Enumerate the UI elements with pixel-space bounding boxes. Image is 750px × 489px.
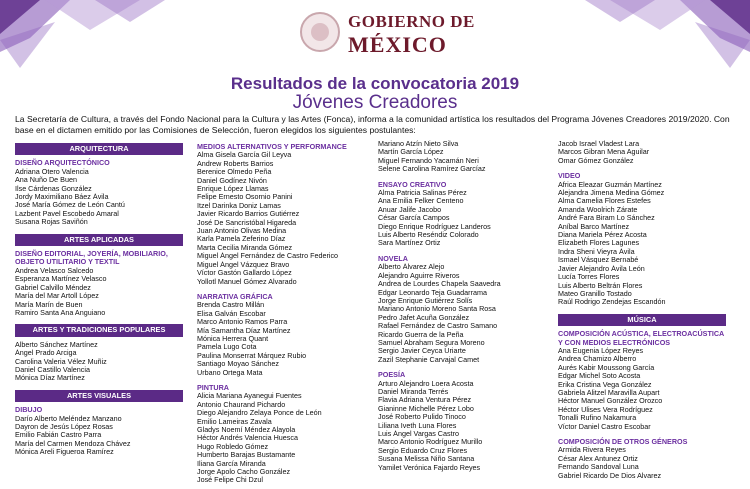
winner-name: Erika Cristina Vega González xyxy=(558,380,652,389)
winner-name: Alicia Mariana Ayanegui Fuentes xyxy=(197,392,302,401)
winner-name: Zazil Stephanie Carvajal Camet xyxy=(378,355,480,364)
winner-name: Carolina Valeria Vélez Muñiz xyxy=(15,357,107,366)
winner-name: Javier Alejandro Ávila León xyxy=(558,264,645,273)
winner-name: Andrea de Lourdes Chapela Saavedra xyxy=(378,280,501,289)
winner-name: Sergio Javier Ceyca Uriarte xyxy=(378,347,466,356)
winner-name: Humberto Barajas Bustamante xyxy=(197,451,296,460)
winner-name: Pamela Lugo Cota xyxy=(197,343,257,352)
winner-name: José De Sancristóbal Higareda xyxy=(197,218,297,227)
winner-name: Itzel Darinka Doniz Lamas xyxy=(197,201,281,210)
winner-name: Aurés Kabir Moussong García xyxy=(558,363,655,372)
winner-name: Africa Eleazar Guzmán Martínez xyxy=(558,180,662,189)
winner-name: José Roberto Pulido Tinoco xyxy=(378,413,466,422)
winner-name: Gianinne Michelle Pérez Lobo xyxy=(378,404,474,413)
winner-name: Jorge Enrique Gutiérrez Solís xyxy=(378,296,473,305)
winner-name: Flavia Adriana Ventura Pérez xyxy=(378,396,472,405)
winner-name: Mónica Herrera Quant xyxy=(197,334,269,343)
subcategory-heading: COMPOSICIÓN ACÚSTICA, ELECTROACÚSTICA Y CON MEDIOS ELECTRÓNICOS xyxy=(558,329,724,347)
subcategory-heading: ENSAYO CREATIVO xyxy=(378,179,447,189)
winner-name: María Marín de Buen xyxy=(15,300,83,309)
winner-name: Enrique López Llamas xyxy=(197,185,269,194)
winner-name: Mariano Antonio Moreno Santa Rosa xyxy=(378,305,496,314)
winner-name: Brenda Castro Millán xyxy=(197,301,265,310)
winner-name: Tonalli Rufino Nakamura xyxy=(558,414,637,423)
winner-name: Marco Antonio Rodríguez Murillo xyxy=(378,438,483,447)
winner-name: Ricardo Guerra de la Peña xyxy=(378,330,464,339)
winner-name: Marco Antonio Ramos Parra xyxy=(197,318,288,327)
winner-name: Andrew Roberts Barrios xyxy=(197,159,274,168)
winner-name: Jorge Apolo Cacho González xyxy=(197,468,291,477)
winner-name: María del Mar Artoll López xyxy=(15,292,99,301)
logo-line1: GOBIERNO DE xyxy=(348,12,475,31)
subcategory-heading: MEDIOS ALTERNATIVOS Y PERFORMANCE xyxy=(197,142,347,151)
subcategory-heading: DISEÑO EDITORIAL, JOYERÍA, MOBILIARIO, OBJETO UTILITARIO Y TEXTIL xyxy=(15,249,168,267)
winner-name: Alma Patricia Salinas Pérez xyxy=(378,189,467,198)
winner-name: Selene Carolina Ramírez Garcíaz xyxy=(378,165,486,174)
winner-name: Arturo Alejandro Loera Acosta xyxy=(378,379,474,388)
winner-name: Elisa Galván Escobar xyxy=(197,309,266,318)
winner-name: Alberto Álvarez Alejo xyxy=(378,263,445,272)
winner-name: Diana Mariela Pérez Acosta xyxy=(558,231,647,240)
winner-name: Luis Alberto Beltrán Flores xyxy=(558,281,643,290)
winner-name: Ana Emilia Felker Centeno xyxy=(378,197,464,206)
winner-name: André Fara Biram Lo Sánchez xyxy=(558,214,655,223)
winner-name: Gabriel Ricardo De Dios Alvarez xyxy=(558,471,662,480)
winner-name: Ángel Prado Arciga xyxy=(15,349,77,358)
winner-name: Marta Cecilia Miranda Gómez xyxy=(197,243,293,252)
winner-name: Alma Gisela García Gil Leyva xyxy=(197,151,292,160)
winner-name: Miguel Fernando Yacamán Neri xyxy=(378,156,479,165)
winner-name: Luis Ángel Vargas Castro xyxy=(378,430,459,438)
winner-name: Alejandra Jimena Medina Gómez xyxy=(558,189,665,198)
winner-name: Alejandro Aguirre Riveros xyxy=(378,271,460,280)
category-bar: ARTES Y TRADICIONES POPULARES xyxy=(15,324,183,336)
winner-name: Javier Ricardo Barrios Gutiérrez xyxy=(197,210,300,219)
winner-name: Gladys Noemí Méndez Alayola xyxy=(197,426,296,434)
subcategory-heading: DISEÑO ARQUITECTÓNICO xyxy=(15,158,110,168)
winner-name: Sara Martínez Ortiz xyxy=(378,239,441,248)
winner-name: Lazbent Pavel Escobedo Amaral xyxy=(15,209,119,218)
winner-name: Miguel Ángel Vázquez Bravo xyxy=(197,260,290,269)
winner-name: Anuar Jalife Jacobo xyxy=(378,205,442,214)
winner-name: César García Campos xyxy=(378,214,450,223)
winner-name: Susana Melissa Niño Santana xyxy=(378,455,475,464)
gobierno-de-mexico-logo xyxy=(300,10,475,58)
winner-name: Liliana Iveth Luna Flores xyxy=(378,421,457,430)
winner-name: Alma Camelia Flores Estefes xyxy=(558,197,651,206)
winner-name: Amanda Woolrich Zárate xyxy=(558,205,638,214)
winner-name: Mía Samantha Díaz Martínez xyxy=(197,326,291,335)
winner-name: Marcos Gibran Mena Aguilar xyxy=(558,148,650,157)
winner-name: Miguel Ángel Fernández de Castro Federico xyxy=(197,252,339,261)
winner-name: Mónica Díaz Martínez xyxy=(15,374,85,383)
winner-name: Raúl Rodrigo Zendejas Escandón xyxy=(558,298,666,307)
winner-name: José María Gómez de León Cantú xyxy=(15,201,125,210)
logo-line2: MÉXICO xyxy=(348,32,447,57)
category-bar: MÚSICA xyxy=(558,314,726,326)
category-bar: ARTES APLICADAS xyxy=(15,234,183,246)
page-subtitle: Jóvenes Creadores xyxy=(292,92,458,113)
winner-name: Omar Gómez González xyxy=(558,156,634,165)
winner-name: Antonio Chaurand Pichardo xyxy=(197,400,286,409)
winner-name: Alberto Sánchez Martínez xyxy=(15,340,98,349)
winner-name: Martín García López xyxy=(378,148,444,157)
winner-name: Edgar Leonardo Teja Guadarrama xyxy=(378,288,487,297)
winner-name: Ilse Cárdenas González xyxy=(15,184,92,193)
winner-name: Mariano Atzín Nieto Silva xyxy=(378,140,459,148)
results-column-1 xyxy=(15,140,183,461)
winner-name: Luis Alberto Reséndiz Colorado xyxy=(378,231,479,240)
winner-name: Andrea Chamizo Alberro xyxy=(558,355,637,364)
winner-name: Juan Antonio Olivas Medina xyxy=(197,227,287,236)
winner-name: Mónica Areli Figueroa Ramírez xyxy=(15,448,114,457)
winner-name: Ana Nuño De Buen xyxy=(15,176,77,185)
winner-name: Gabriela Alitzel Maravilla Aupart xyxy=(558,388,660,397)
winner-name: Yamilet Verónica Fajardo Reyes xyxy=(378,463,481,472)
winner-name: Santiago Moyao Sánchez xyxy=(197,360,279,369)
winner-name: Diego Enrique Rodríguez Landeros xyxy=(378,222,491,231)
winner-name: Daniel Castillo Valencia xyxy=(15,365,90,374)
winner-name: Héctor Ulises Vera Rodríguez xyxy=(558,405,653,414)
winner-name: Ismael Vásquez Bernabé xyxy=(558,256,639,265)
winner-name: Dayron de Jesús López Rosas xyxy=(15,422,113,431)
winner-name: Gabriel Calvillo Méndez xyxy=(15,283,91,292)
winner-name: Daniel Miranda Terrés xyxy=(378,387,449,396)
winner-name: Lucía Torres Flores xyxy=(558,273,620,282)
subcategory-heading: DIBUJO xyxy=(15,405,43,415)
winner-name: Héctor Manuel González Orozco xyxy=(558,397,663,406)
category-bar: ARQUITECTURA xyxy=(15,143,183,155)
winner-name: Samuel Abraham Segura Moreno xyxy=(378,338,485,347)
winner-name: Darío Alberto Meléndez Manzano xyxy=(15,414,122,423)
winner-name: Jacob Israel Vladest Lara xyxy=(558,140,640,148)
national-seal-icon xyxy=(300,12,340,52)
subcategory-heading: POESÍA xyxy=(378,370,406,380)
intro-paragraph: La Secretaría de Cultura, a través del Fondo Nacional para la Cultura y las Artes (Fonca), informa a la comunidad artística los resultados del Programa Jóvenes Creadores 2019/2020. Con base en el dictamen emitido por las Comisiones de Selección, fueron elegidos los siguientes postulantes: xyxy=(15,114,730,135)
winner-name: Elizabeth Flores Lagunes xyxy=(558,239,640,248)
subcategory-heading: VIDEO xyxy=(558,171,581,181)
winner-name: Hugo Robledo Gómez xyxy=(197,442,269,451)
winner-name: Pedro Jafet Acuña González xyxy=(378,313,470,322)
winner-name: Indra Sheni Vieyra Ávila xyxy=(558,247,635,256)
winner-name: Felipe Ernesto Osornio Panini xyxy=(197,193,293,202)
winner-name: Víctor Gastón Gallardo López xyxy=(197,269,292,278)
winner-name: Fernando Sandoval Luna xyxy=(558,463,639,472)
winner-name: Armida Rivera Reyes xyxy=(558,446,626,455)
winner-name: Emilio Fabián Castro Parra xyxy=(15,431,102,440)
subcategory-heading: PINTURA xyxy=(197,382,229,392)
winner-name: Susana Rojas Saviñón xyxy=(15,218,88,227)
winner-name: Karla Pamela Zeferino Díaz xyxy=(197,235,286,244)
winner-name: Paulina Monserrat Márquez Rubio xyxy=(197,351,307,360)
results-column-2 xyxy=(197,140,365,489)
winner-name: Aníbal Barco Martínez xyxy=(558,222,630,231)
subcategory-heading: NOVELA xyxy=(378,253,408,263)
winner-name: Héctor Andrés Valencia Huesca xyxy=(197,434,298,443)
winner-name: Jordy Maximiliano Báez Ávila xyxy=(15,193,109,202)
category-bar: ARTES VISUALES xyxy=(15,390,183,402)
winner-name: Ana Eugenia López Reyes xyxy=(558,346,644,355)
winner-name: Edgar Michel Soto Acosta xyxy=(558,372,641,381)
winner-name: César Alex Antunez Ortiz xyxy=(558,454,638,463)
winner-name: Sergio Eduardo Cruz Flores xyxy=(378,446,468,455)
page-title: Resultados de la convocatoria 2019 xyxy=(230,74,520,93)
results-column-3 xyxy=(378,140,546,476)
winner-name: Urbano Ortega Mata xyxy=(197,368,263,377)
winner-name: Ramiro Santa Ana Anguiano xyxy=(15,308,106,317)
winner-name: Esperanza Martínez Velasco xyxy=(15,275,107,284)
winner-name: José Felipe Chi Dzul xyxy=(197,476,263,485)
winner-name: Diego Alejandro Zelaya Ponce de León xyxy=(197,409,322,418)
subcategory-heading: NARRATIVA GRÁFICA xyxy=(197,291,273,301)
winner-name: Yollotl Manuel Gómez Alvarado xyxy=(197,277,297,286)
winner-name: Berenice Olmedo Peña xyxy=(197,168,272,177)
winner-name: Emilio Lameiras Zavala xyxy=(197,417,272,426)
results-column-4 xyxy=(558,140,726,484)
subcategory-heading: COMPOSICIÓN DE OTROS GÉNEROS xyxy=(558,437,688,446)
winner-name: Andrea Velasco Salcedo xyxy=(15,266,94,275)
winner-name: Adriana Otero Valencia xyxy=(15,167,89,176)
winner-name: Daniel Godínez Nivón xyxy=(197,176,267,185)
winner-name: Rafael Fernández de Castro Samano xyxy=(378,322,498,331)
winner-name: Víctor Daniel Castro Escobar xyxy=(558,422,651,431)
winner-name: Iliana García Miranda xyxy=(197,459,266,468)
winner-name: María del Carmen Mendoza Chávez xyxy=(15,439,131,448)
winner-name: Mateo Granillo Tostado xyxy=(558,289,632,298)
